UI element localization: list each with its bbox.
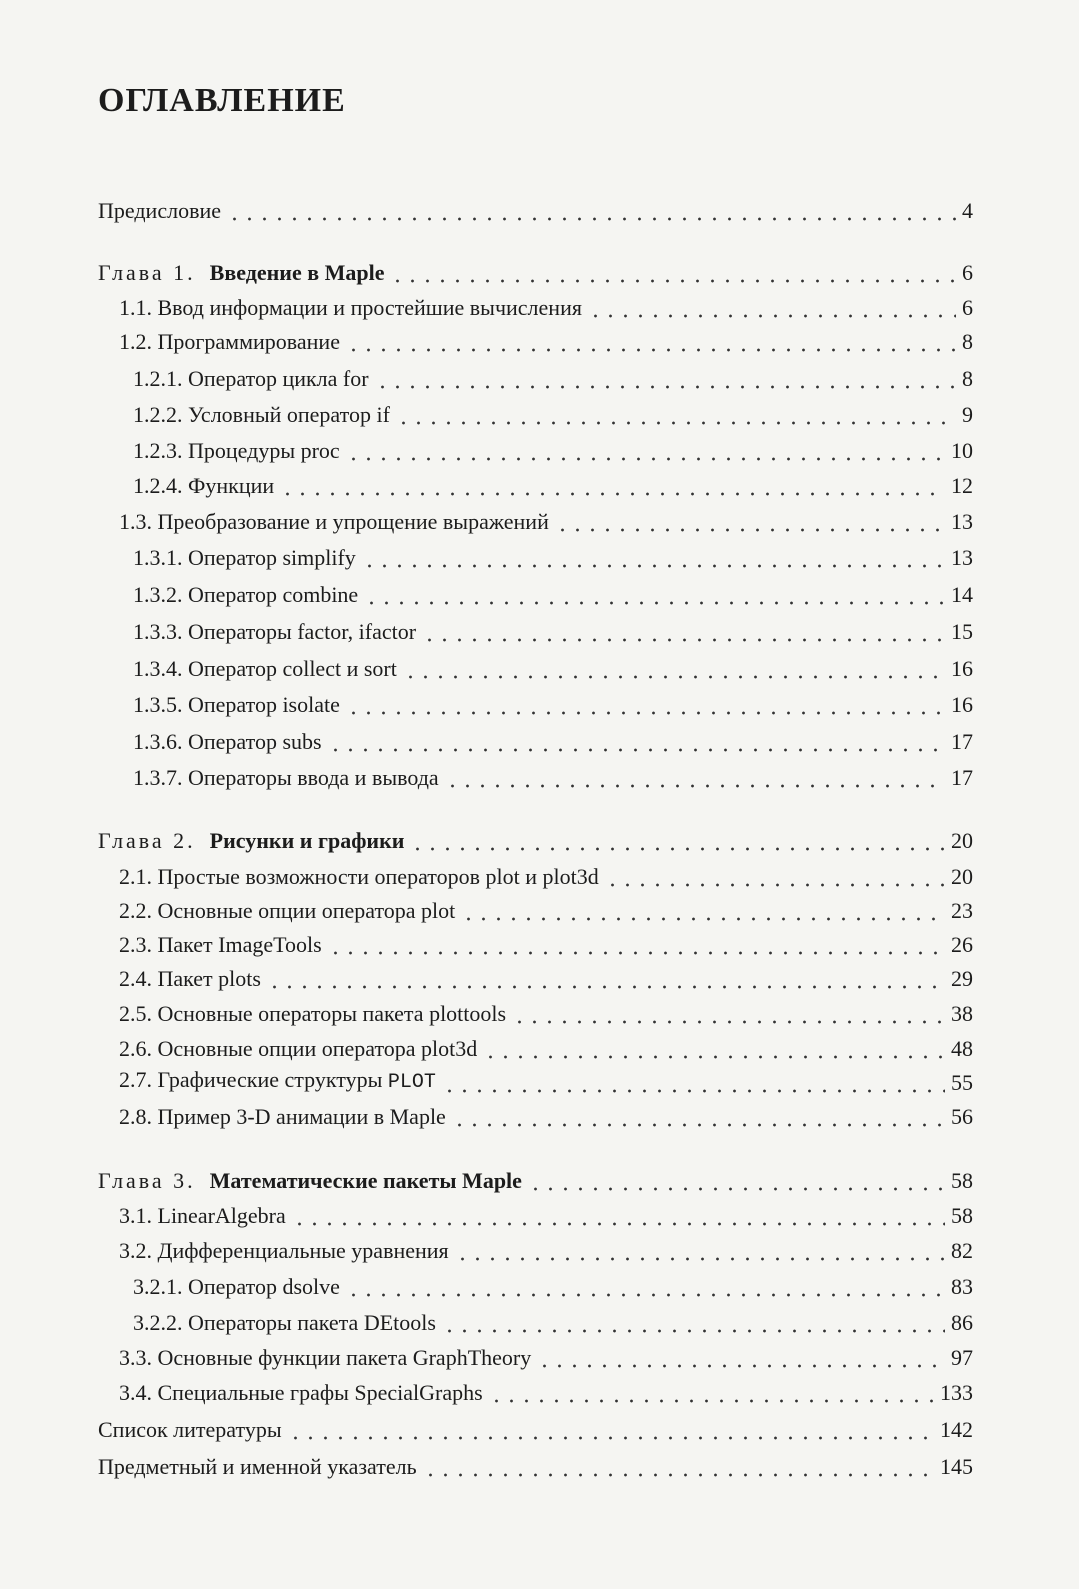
toc-page-number: 8 [962, 329, 973, 354]
toc-entry-text: 1.2.2. Условный оператор if [133, 402, 390, 427]
toc-entry-text: 2.7. Графические структуры [119, 1067, 383, 1092]
dot-leader [422, 619, 945, 645]
toc-entry-1-1[interactable] [0, 291, 1079, 321]
toc-page-number: 6 [962, 295, 973, 320]
toc-entry-3-2-2[interactable] [0, 1306, 1079, 1336]
toc-entry-text: 3.2. Дифференциальные уравнения [119, 1238, 449, 1263]
toc-chapter-3[interactable] [0, 1164, 1079, 1194]
toc-entry-text: 3.1. LinearAlgebra [119, 1203, 286, 1228]
toc-entry-text: 1.1. Ввод информации и простейшие вычисления [119, 295, 582, 320]
toc-entry-2-5[interactable] [0, 997, 1079, 1027]
dot-leader [292, 1203, 945, 1229]
toc-page-number: 16 [951, 692, 973, 717]
dot-leader [410, 828, 945, 854]
toc-page-number: 12 [951, 473, 973, 498]
toc-entry-2-4[interactable] [0, 962, 1079, 992]
toc-page-number: 13 [951, 545, 973, 570]
toc-page-number: 133 [940, 1380, 973, 1405]
toc-page-number: 26 [951, 932, 973, 957]
dot-leader [423, 1454, 934, 1480]
chapter-label: Глава 1. [98, 260, 196, 285]
dot-leader [588, 295, 956, 321]
toc-page-number: 29 [951, 966, 973, 991]
dot-leader [455, 1238, 945, 1264]
toc-page-number: 6 [962, 260, 973, 285]
dot-leader [403, 656, 945, 682]
toc-entry-text: 3.3. Основные функции пакета GraphTheory [119, 1345, 532, 1370]
toc-entry-1-3-1[interactable] [0, 541, 1079, 571]
toc-entry-text: 1.3.7. Операторы ввода и вывода [133, 765, 439, 790]
dot-leader [390, 260, 956, 286]
toc-entry-1-3-3[interactable] [0, 615, 1079, 645]
toc-entry-text: 2.5. Основные операторы пакета plottools [119, 1001, 507, 1026]
toc-entry-text: Предисловие [98, 198, 221, 223]
dot-leader [328, 729, 945, 755]
dot-leader [267, 966, 945, 992]
toc-entry-text: 1.3.2. Оператор combine [133, 582, 359, 607]
toc-entry-text: 1.2.3. Процедуры proc [133, 438, 340, 463]
toc-page-number: 14 [951, 582, 973, 607]
page-title: ОГЛАВЛЕНИЕ [98, 82, 346, 119]
toc-page-number: 9 [962, 402, 973, 427]
dot-leader [605, 864, 945, 890]
dot-leader [452, 1104, 945, 1130]
toc-entry-3-1[interactable] [0, 1199, 1079, 1229]
chapter-title: Математические пакеты Maple [209, 1168, 522, 1193]
toc-page-number: 4 [962, 198, 973, 223]
toc-entry-text: 1.3.1. Оператор simplify [133, 545, 356, 570]
toc-entry-preface[interactable] [0, 194, 1079, 224]
toc-page-number: 142 [940, 1417, 973, 1442]
dot-leader [555, 509, 945, 535]
toc-entry-text: 1.2.4. Функции [133, 473, 275, 498]
toc-entry-2-2[interactable] [0, 894, 1079, 924]
toc-entry-1-2-4[interactable] [0, 469, 1079, 499]
toc-entry-text: 2.3. Пакет ImageTools [119, 932, 322, 957]
toc-page-number: 16 [951, 656, 973, 681]
toc-page-number: 97 [951, 1345, 973, 1370]
dot-leader [346, 438, 945, 464]
toc-entry-2-8[interactable] [0, 1100, 1079, 1130]
toc-entry-2-1[interactable] [0, 860, 1079, 890]
toc-entry-3-2-1[interactable] [0, 1270, 1079, 1300]
toc-entry-1-3-4[interactable] [0, 652, 1079, 682]
toc-page-number: 58 [951, 1203, 973, 1228]
toc-page-number: 17 [951, 765, 973, 790]
dot-leader [489, 1380, 934, 1406]
toc-entry-2-6[interactable] [0, 1032, 1079, 1062]
toc-page-number: 13 [951, 509, 973, 534]
chapter-label: Глава 2. [98, 828, 196, 853]
dot-leader [442, 1310, 945, 1336]
toc-entry-text: 1.3.5. Оператор isolate [133, 692, 340, 717]
toc-page-number: 56 [951, 1104, 973, 1129]
toc-entry-1-3-7[interactable] [0, 761, 1079, 791]
toc-page-number: 8 [962, 366, 973, 391]
toc-entry-bibliography[interactable] [0, 1413, 1079, 1443]
toc-entry-2-3[interactable] [0, 928, 1079, 958]
toc-entry-text: 2.1. Простые возможности операторов plot и plot3d [119, 864, 599, 889]
dot-leader [328, 932, 945, 958]
toc-entry-text: 3.2.1. Оператор dsolve [133, 1274, 340, 1299]
toc-entry-1-3-5[interactable] [0, 688, 1079, 718]
dot-leader [528, 1168, 945, 1194]
toc-entry-1-2-1[interactable] [0, 362, 1079, 392]
toc-entry-2-7[interactable] [0, 1066, 1079, 1096]
toc-page-number: 38 [951, 1001, 973, 1026]
dot-leader [375, 366, 956, 392]
toc-entry-text: 2.2. Основные опции оператора plot [119, 898, 456, 923]
chapter-label: Глава 3. [98, 1168, 196, 1193]
dot-leader [512, 1001, 945, 1027]
toc-page-number: 20 [951, 864, 973, 889]
toc-entry-text: 1.3.4. Оператор collect и sort [133, 656, 397, 681]
toc-entry-index[interactable] [0, 1450, 1079, 1480]
toc-entry-text: 1.3.3. Операторы factor, ifactor [133, 619, 417, 644]
dot-leader [442, 1070, 945, 1096]
toc-entry-text: 1.3. Преобразование и упрощение выражений [119, 509, 549, 534]
toc-entry-1-3-6[interactable] [0, 725, 1079, 755]
toc-page-number: 23 [951, 898, 973, 923]
toc-page-number: 58 [951, 1168, 973, 1193]
toc-entry-1-2-3[interactable] [0, 434, 1079, 464]
dot-leader [227, 198, 956, 224]
dot-leader [346, 1274, 945, 1300]
toc-entry-text: Список литературы [98, 1417, 282, 1442]
chapter-title: Введение в Maple [209, 260, 385, 285]
toc-entry-3-4[interactable] [0, 1376, 1079, 1406]
dot-leader [445, 765, 945, 791]
toc-page-number: 83 [951, 1274, 973, 1299]
toc-entry-1-3-2[interactable] [0, 578, 1079, 608]
dot-leader [288, 1417, 934, 1443]
toc-entry-text: Предметный и именной указатель [98, 1454, 417, 1479]
dot-leader [396, 402, 956, 428]
toc-page-number: 17 [951, 729, 973, 754]
toc-entry-text: 3.2.2. Операторы пакета DEtools [133, 1310, 436, 1335]
toc-page-number: 82 [951, 1238, 973, 1263]
toc-entry-3-2[interactable] [0, 1234, 1079, 1264]
dot-leader [461, 898, 945, 924]
toc-chapter-2[interactable] [0, 824, 1079, 854]
toc-entry-1-3[interactable] [0, 505, 1079, 535]
toc-entry-text: 1.3.6. Оператор subs [133, 729, 322, 754]
code-keyword: PLOT [387, 1071, 436, 1094]
toc-chapter-1[interactable] [0, 256, 1079, 286]
dot-leader [346, 329, 956, 355]
toc-entry-text: 2.6. Основные опции оператора plot3d [119, 1036, 478, 1061]
dot-leader [483, 1036, 945, 1062]
toc-entry-text: 3.4. Специальные графы SpecialGraphs [119, 1380, 483, 1405]
toc-page-number: 145 [940, 1454, 973, 1479]
dot-leader [537, 1345, 945, 1371]
toc-entry-text: 2.4. Пакет plots [119, 966, 261, 991]
toc-page-number: 48 [951, 1036, 973, 1061]
toc-page-number: 20 [951, 828, 973, 853]
toc-entry-1-2[interactable] [0, 325, 1079, 355]
toc-page-number: 55 [951, 1070, 973, 1095]
toc-page-number: 86 [951, 1310, 973, 1335]
toc-entry-text: 2.8. Пример 3-D анимации в Maple [119, 1104, 446, 1129]
toc-entry-3-3[interactable] [0, 1341, 1079, 1371]
toc-entry-1-2-2[interactable] [0, 398, 1079, 428]
toc-entry-text: 1.2. Программирование [119, 329, 340, 354]
toc-page-number: 15 [951, 619, 973, 644]
dot-leader [346, 692, 945, 718]
dot-leader [280, 473, 945, 499]
toc-entry-text: 1.2.1. Оператор цикла for [133, 366, 369, 391]
chapter-title: Рисунки и графики [209, 828, 405, 853]
dot-leader [362, 545, 945, 571]
toc-page-number: 10 [951, 438, 973, 463]
dot-leader [364, 582, 945, 608]
